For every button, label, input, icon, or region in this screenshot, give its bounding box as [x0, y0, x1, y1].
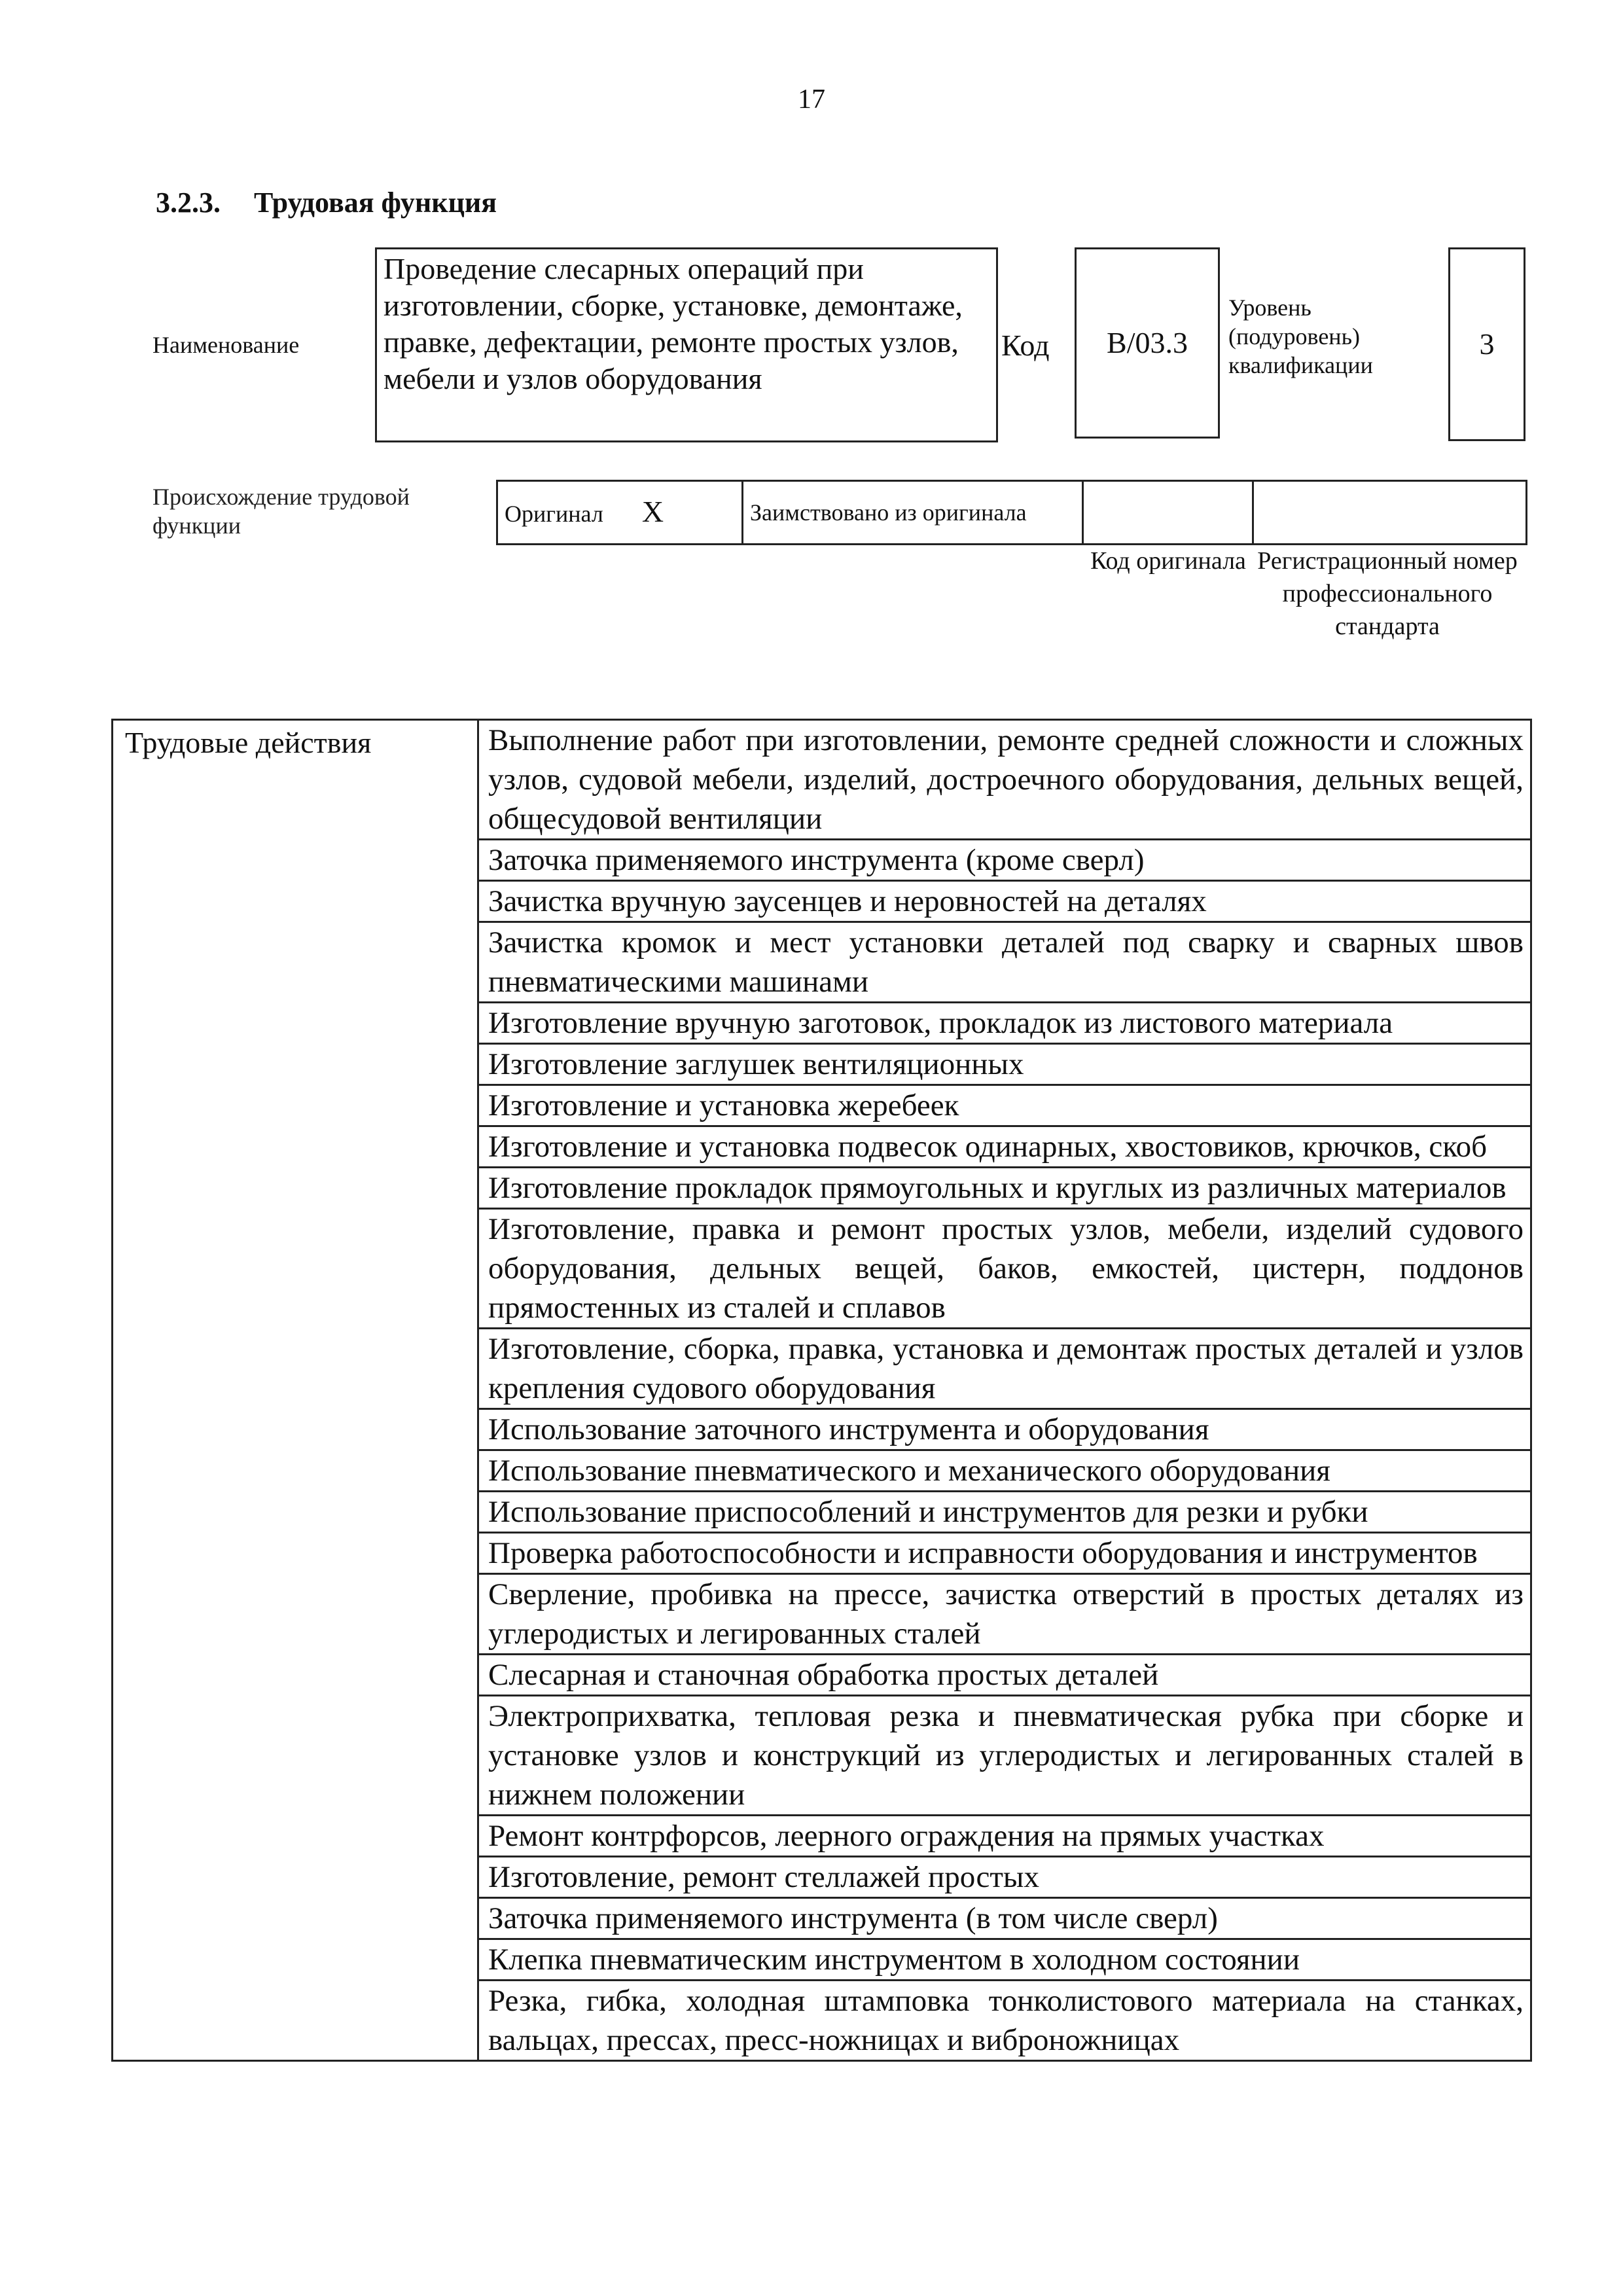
- labor-action-item: Зачистка вручную заусенцев и неровностей на деталях: [478, 881, 1531, 922]
- labor-action-item: Электроприхватка, тепловая резка и пневматическая рубка при сборке и установке узлов и конструкций из углеродистых и легированных сталей в нижнем положении: [478, 1696, 1531, 1816]
- labor-action-item: Изготовление и установка подвесок одинарных, хвостовиков, крючков, скоб: [478, 1126, 1531, 1168]
- origin-code-cell: [1083, 481, 1253, 545]
- labor-action-item: Изготовление, ремонт стеллажей простых: [478, 1857, 1531, 1898]
- origin-table: [496, 480, 1527, 545]
- name-label: Наименование: [152, 332, 300, 358]
- labor-actions-table: [111, 719, 1532, 2062]
- labor-action-item: Использование пневматического и механического оборудования: [478, 1450, 1531, 1492]
- table-row: [113, 720, 1531, 840]
- code-label: Код: [1001, 329, 1050, 362]
- labor-action-item: Изготовление, правка и ремонт простых узлов, мебели, изделий судового оборудования, дельных вещей, баков, емкостей, цистерн, поддонов прямостенных из сталей и сплавов: [478, 1209, 1531, 1329]
- origin-reg-cell: [1253, 481, 1527, 545]
- labor-action-item: Использование заточного инструмента и оборудования: [478, 1409, 1531, 1450]
- origin-original-cell: [497, 481, 743, 545]
- labor-action-item: Изготовление, сборка, правка, установка и демонтаж простых деталей и узлов крепления судового оборудования: [478, 1329, 1531, 1409]
- page-number: 17: [798, 84, 825, 115]
- function-name-box: [375, 247, 998, 442]
- labor-action-item: Проверка работоспособности и исправности оборудования и инструментов: [478, 1533, 1531, 1574]
- section-title: Трудовая функция: [254, 187, 497, 219]
- level-label: Уровень (подуровень) квалификации: [1228, 295, 1373, 378]
- labor-action-item: Резка, гибка, холодная штамповка тонколистового материала на станках, вальцах, прессах, пресс-ножницах и виброножницах: [478, 1981, 1531, 2061]
- code-box: [1075, 247, 1220, 439]
- labor-action-item: Заточка применяемого инструмента (в том числе сверл): [478, 1898, 1531, 1939]
- labor-actions-body: [113, 720, 1531, 2061]
- labor-action-item: Изготовление и установка жеребеек: [478, 1085, 1531, 1126]
- labor-action-item: Заточка применяемого инструмента (кроме сверл): [478, 840, 1531, 881]
- labor-actions-label: Трудовые действия: [113, 720, 478, 2061]
- labor-action-item: Изготовление прокладок прямоугольных и круглых из различных материалов: [478, 1168, 1531, 1209]
- labor-action-item: Выполнение работ при изготовлении, ремонте средней сложности и сложных узлов, судовой мебели, изделий, достроечного оборудования, дельных вещей, общесудовой вентиляции: [478, 720, 1531, 840]
- labor-action-item: Зачистка кромок и мест установки деталей под сварку и сварных швов пневматическими машинами: [478, 922, 1531, 1003]
- level-value: 3: [1479, 327, 1495, 361]
- labor-action-item: Сверление, пробивка на прессе, зачистка отверстий в простых деталях из углеродистых и легированных сталей: [478, 1574, 1531, 1655]
- origin-borrowed-cell: [743, 481, 1083, 545]
- labor-action-item: Изготовление заглушек вентиляционных: [478, 1044, 1531, 1085]
- labor-action-item: Изготовление вручную заготовок, прокладок из листового материала: [478, 1003, 1531, 1044]
- original-mark: X: [641, 494, 664, 528]
- labor-action-item: Ремонт контрфорсов, леерного ограждения на прямых участках: [478, 1816, 1531, 1857]
- original-label: Оригинал: [505, 500, 603, 527]
- section-number: 3.2.3.: [156, 187, 221, 219]
- labor-action-item: Слесарная и станочная обработка простых деталей: [478, 1655, 1531, 1696]
- section-heading: [156, 186, 497, 219]
- function-name-value: Проведение слесарных операций при изготовлении, сборке, установке, демонтаже, правке, дефектации, ремонте простых узлов, мебели и узлов оборудования: [383, 252, 963, 395]
- registration-number-caption: Регистрационный номер профессионального стандарта: [1257, 547, 1518, 640]
- origin-label: Происхождение трудовой функции: [152, 484, 410, 539]
- borrowed-label: Заимствовано из оригинала: [750, 499, 1027, 526]
- original-code-caption: Код оригинала: [1090, 547, 1246, 575]
- labor-action-item: Клепка пневматическим инструментом в холодном состоянии: [478, 1939, 1531, 1981]
- level-box: [1448, 247, 1525, 441]
- code-value: B/03.3: [1107, 326, 1188, 359]
- labor-action-item: Использование приспособлений и инструментов для резки и рубки: [478, 1492, 1531, 1533]
